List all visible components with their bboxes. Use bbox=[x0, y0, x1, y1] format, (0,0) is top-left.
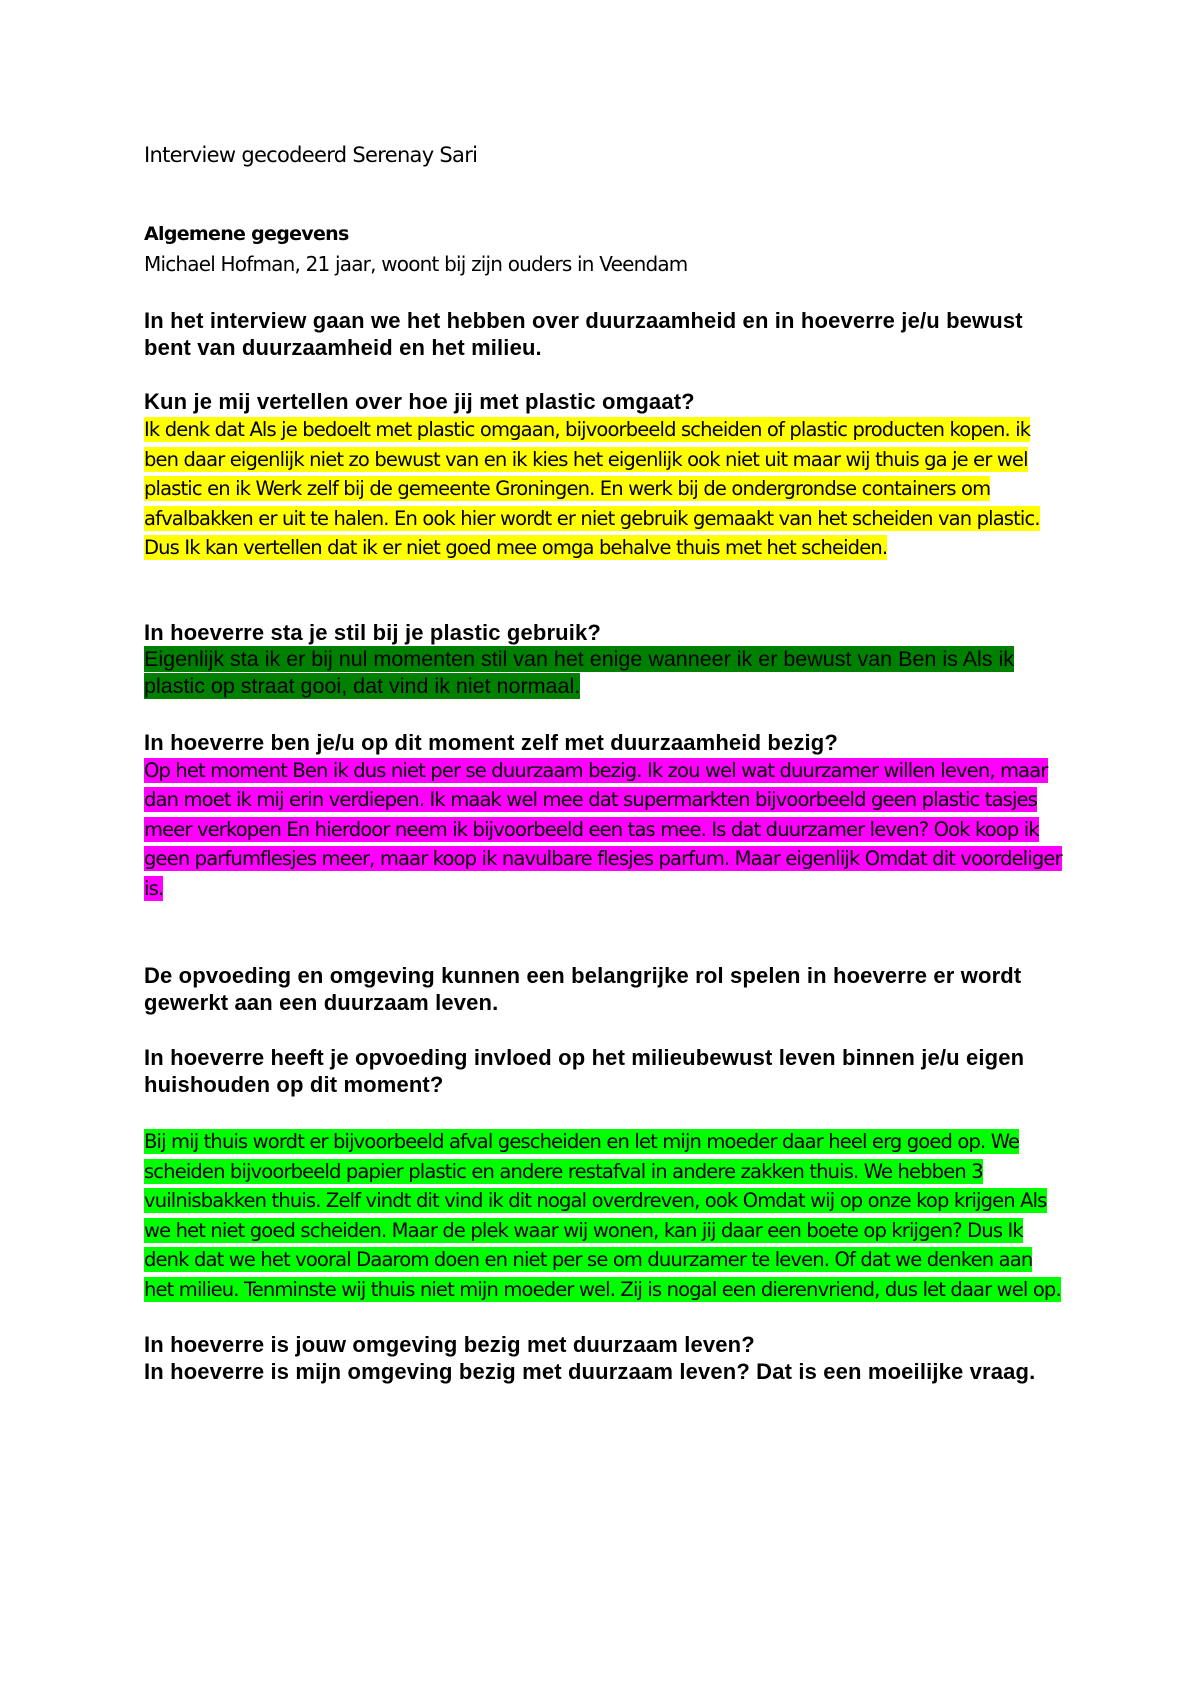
general-heading: Algemene gegevens bbox=[144, 223, 349, 245]
document-body bbox=[144, 140, 1064, 1385]
answer-1-highlight: Ik denk dat Als je bedoelt met plastic omgaan, bijvoorbeeld scheiden of plastic producten kopen. ik ben daar eigenlijk niet zo bewust van en ik kies het eigenlijk ook niet uit maar wij thuis ga je er wel plastic en ik Werk zelf bij de gemeente Groningen. En werk bij de ondergrondse containers om afvalbakken er uit te halen. En ook hier wordt er niet gebruik gemaakt van het scheiden van plastic. Dus Ik kan vertellen dat ik er niet goed mee omga behalve thuis met het scheiden. bbox=[144, 418, 1040, 559]
question-1: Kun je mij vertellen over hoe jij met plastic omgaat? bbox=[144, 389, 695, 414]
document-title: Interview gecodeerd Serenay Sari bbox=[144, 143, 478, 167]
general-info: Michael Hofman, 21 jaar, woont bij zijn ouders in Veendam bbox=[144, 252, 688, 276]
question-3: In hoeverre ben je/u op dit moment zelf met duurzaamheid bezig? bbox=[144, 729, 838, 755]
section-2-intro: De opvoeding en omgeving kunnen een belangrijke rol spelen in hoeverre er wordt gewerkt aan een duurzaam leven. bbox=[144, 963, 1022, 1015]
question-5: In hoeverre is jouw omgeving bezig met duurzaam leven? bbox=[144, 1332, 755, 1357]
interview-intro: In het interview gaan we het hebben over duurzaamheid en in hoeverre je/u bewust bent van duurzaamheid en het milieu. bbox=[144, 308, 1023, 360]
answer-2 bbox=[144, 646, 1064, 700]
answer-4 bbox=[144, 1127, 1064, 1304]
answer-3 bbox=[144, 756, 1064, 904]
answer-3-highlight: Op het moment Ben ik dus niet per se duurzaam bezig. Ik zou wel wat duurzamer willen leven, maar dan moet ik mij erin verdiepen. Ik maak wel mee dat supermarkten bijvoorbeeld geen plastic tasjes meer verkopen En hierdoor neem ik bijvoorbeeld een tas mee. Is dat duurzamer leven? Ook koop ik geen parfumflesjes meer, maar koop ik navulbare flesjes parfum. Maar eigenlijk Omdat dit voordeliger is. bbox=[144, 758, 1062, 900]
answer-2-highlight: Eigenlijk sta ik er bij nul momenten stil van het enige wanneer ik er bewust van Ben is Als ik plastic op straat gooi, dat vind ik niet normaal. bbox=[144, 646, 1014, 698]
answer-4-highlight: Bij mij thuis wordt er bijvoorbeeld afval gescheiden en let mijn moeder daar heel erg goed op. We scheiden bijvoorbeeld papier plastic en andere restafval in andere zakken thuis. We hebben 3 vuilnisbakken thuis. Zelf vindt dit vind ik dit nogal overdreven, ook Omdat wij op onze kop krijgen Als we het niet goed scheiden. Maar de plek waar wij wonen, kan jij daar een boete op krijgen? Dus Ik denk dat we het vooral Daarom doen en niet per se om duurzamer te leven. Of dat we denken aan het milieu. Tenminste wij thuis niet mijn moeder wel. Zij is nogal een dierenvriend, dus let daar wel op. bbox=[144, 1130, 1061, 1301]
answer-5: In hoeverre is mijn omgeving bezig met duurzaam leven? Dat is een moeilijke vraag. bbox=[144, 1359, 1036, 1384]
question-2: In hoeverre sta je stil bij je plastic gebruik? bbox=[144, 619, 601, 645]
answer-1 bbox=[144, 415, 1064, 563]
question-4: In hoeverre heeft je opvoeding invloed op het milieubewust leven binnen je/u eigen huishouden op dit moment? bbox=[144, 1045, 1025, 1097]
